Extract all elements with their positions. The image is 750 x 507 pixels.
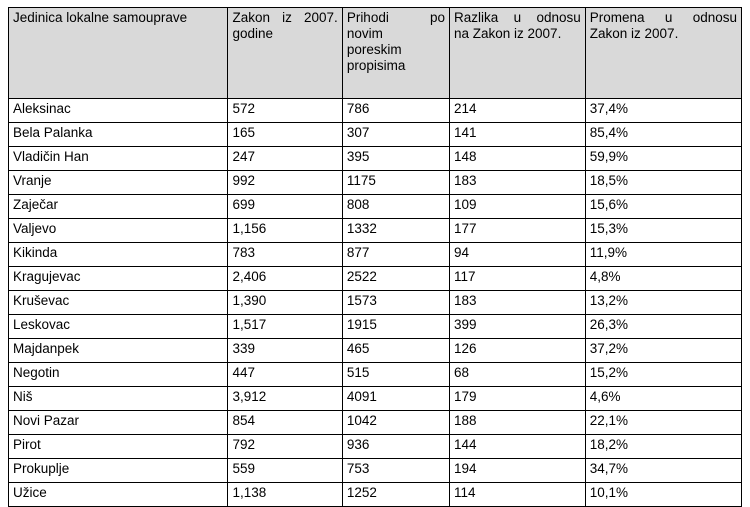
cell-law-2007: 165 bbox=[228, 123, 342, 147]
cell-difference: 214 bbox=[450, 99, 586, 123]
cell-change: 37,2% bbox=[585, 339, 741, 363]
cell-change: 18,2% bbox=[585, 435, 741, 459]
cell-change: 85,4% bbox=[585, 123, 741, 147]
cell-difference: 141 bbox=[450, 123, 586, 147]
cell-law-2007: 339 bbox=[228, 339, 342, 363]
cell-law-2007: 447 bbox=[228, 363, 342, 387]
table-header bbox=[9, 8, 742, 99]
table-row bbox=[9, 459, 742, 483]
cell-law-2007: 992 bbox=[228, 171, 342, 195]
cell-law-2007: 783 bbox=[228, 243, 342, 267]
table-row bbox=[9, 243, 742, 267]
cell-difference: 183 bbox=[450, 171, 586, 195]
cell-revenue: 1252 bbox=[342, 483, 449, 507]
cell-difference: 144 bbox=[450, 435, 586, 459]
cell-difference: 177 bbox=[450, 219, 586, 243]
cell-municipality: Aleksinac bbox=[9, 99, 228, 123]
cell-change: 15,2% bbox=[585, 363, 741, 387]
table-row bbox=[9, 315, 742, 339]
cell-law-2007: 792 bbox=[228, 435, 342, 459]
header-revenue bbox=[342, 8, 449, 99]
cell-change: 4,6% bbox=[585, 387, 741, 411]
cell-revenue: 1042 bbox=[342, 411, 449, 435]
header-difference-line2: na Zakon iz 2007. bbox=[454, 26, 562, 41]
cell-revenue: 1573 bbox=[342, 291, 449, 315]
cell-municipality: Leskovac bbox=[9, 315, 228, 339]
cell-revenue: 2522 bbox=[342, 267, 449, 291]
cell-difference: 188 bbox=[450, 411, 586, 435]
table-row bbox=[9, 195, 742, 219]
cell-revenue: 877 bbox=[342, 243, 449, 267]
cell-municipality: Užice bbox=[9, 483, 228, 507]
cell-municipality: Kragujevac bbox=[9, 267, 228, 291]
cell-difference: 183 bbox=[450, 291, 586, 315]
cell-revenue: 808 bbox=[342, 195, 449, 219]
cell-difference: 179 bbox=[450, 387, 586, 411]
table-row bbox=[9, 291, 742, 315]
cell-change: 34,7% bbox=[585, 459, 741, 483]
header-municipality-label: Jedinica lokalne samouprave bbox=[13, 10, 188, 25]
cell-revenue: 1915 bbox=[342, 315, 449, 339]
table-row bbox=[9, 411, 742, 435]
cell-municipality: Novi Pazar bbox=[9, 411, 228, 435]
cell-law-2007: 2,406 bbox=[228, 267, 342, 291]
cell-change: 15,3% bbox=[585, 219, 741, 243]
cell-revenue: 515 bbox=[342, 363, 449, 387]
header-law-2007-line1: Zakon iz 2007. bbox=[232, 10, 338, 25]
cell-revenue: 395 bbox=[342, 147, 449, 171]
cell-municipality: Vladičin Han bbox=[9, 147, 228, 171]
table-row bbox=[9, 387, 742, 411]
header-difference bbox=[450, 8, 586, 99]
cell-municipality: Prokuplje bbox=[9, 459, 228, 483]
header-municipality bbox=[9, 8, 228, 99]
cell-municipality: Negotin bbox=[9, 363, 228, 387]
header-revenue-line1: Prihodi po bbox=[346, 10, 445, 25]
header-change-line1: Promena u odnosu bbox=[589, 10, 737, 25]
cell-law-2007: 1,390 bbox=[228, 291, 342, 315]
cell-municipality: Pirot bbox=[9, 435, 228, 459]
table-row bbox=[9, 99, 742, 123]
cell-law-2007: 3,912 bbox=[228, 387, 342, 411]
cell-change: 26,3% bbox=[585, 315, 741, 339]
table-row bbox=[9, 483, 742, 507]
header-change-line2: Zakon iz 2007. bbox=[589, 26, 679, 41]
table-row bbox=[9, 147, 742, 171]
cell-law-2007: 1,517 bbox=[228, 315, 342, 339]
table-row bbox=[9, 363, 742, 387]
table-body bbox=[9, 99, 742, 507]
cell-change: 59,9% bbox=[585, 147, 741, 171]
header-revenue-line3: poreskim bbox=[346, 42, 402, 57]
cell-difference: 117 bbox=[450, 267, 586, 291]
cell-change: 4,8% bbox=[585, 267, 741, 291]
header-law-2007-line2: godine bbox=[232, 26, 274, 41]
cell-difference: 68 bbox=[450, 363, 586, 387]
header-row bbox=[9, 8, 742, 99]
cell-difference: 399 bbox=[450, 315, 586, 339]
table-row bbox=[9, 219, 742, 243]
table-row bbox=[9, 435, 742, 459]
header-law-2007 bbox=[228, 8, 342, 99]
cell-municipality: Kruševac bbox=[9, 291, 228, 315]
cell-change: 11,9% bbox=[585, 243, 741, 267]
cell-municipality: Zaječar bbox=[9, 195, 228, 219]
header-revenue-line4: propisima bbox=[346, 58, 406, 73]
cell-law-2007: 1,156 bbox=[228, 219, 342, 243]
cell-revenue: 4091 bbox=[342, 387, 449, 411]
cell-revenue: 936 bbox=[342, 435, 449, 459]
cell-municipality: Valjevo bbox=[9, 219, 228, 243]
cell-revenue: 753 bbox=[342, 459, 449, 483]
cell-municipality: Kikinda bbox=[9, 243, 228, 267]
cell-law-2007: 699 bbox=[228, 195, 342, 219]
cell-municipality: Vranje bbox=[9, 171, 228, 195]
cell-revenue: 465 bbox=[342, 339, 449, 363]
cell-change: 10,1% bbox=[585, 483, 741, 507]
cell-change: 37,4% bbox=[585, 99, 741, 123]
cell-difference: 114 bbox=[450, 483, 586, 507]
table-row bbox=[9, 123, 742, 147]
cell-law-2007: 854 bbox=[228, 411, 342, 435]
cell-law-2007: 572 bbox=[228, 99, 342, 123]
cell-law-2007: 559 bbox=[228, 459, 342, 483]
cell-municipality: Niš bbox=[9, 387, 228, 411]
cell-change: 15,6% bbox=[585, 195, 741, 219]
cell-difference: 194 bbox=[450, 459, 586, 483]
municipal-revenue-table bbox=[8, 7, 742, 507]
cell-difference: 94 bbox=[450, 243, 586, 267]
header-revenue-line2: novim bbox=[346, 26, 383, 41]
table-row bbox=[9, 267, 742, 291]
cell-difference: 109 bbox=[450, 195, 586, 219]
cell-change: 13,2% bbox=[585, 291, 741, 315]
header-change bbox=[585, 8, 741, 99]
table-row bbox=[9, 171, 742, 195]
cell-change: 22,1% bbox=[585, 411, 741, 435]
cell-municipality: Bela Palanka bbox=[9, 123, 228, 147]
cell-difference: 148 bbox=[450, 147, 586, 171]
cell-change: 18,5% bbox=[585, 171, 741, 195]
cell-revenue: 1175 bbox=[342, 171, 449, 195]
table-row bbox=[9, 339, 742, 363]
cell-revenue: 786 bbox=[342, 99, 449, 123]
cell-difference: 126 bbox=[450, 339, 586, 363]
cell-municipality: Majdanpek bbox=[9, 339, 228, 363]
cell-law-2007: 1,138 bbox=[228, 483, 342, 507]
cell-revenue: 1332 bbox=[342, 219, 449, 243]
cell-revenue: 307 bbox=[342, 123, 449, 147]
cell-law-2007: 247 bbox=[228, 147, 342, 171]
header-difference-line1: Razlika u odnosu bbox=[454, 10, 581, 25]
